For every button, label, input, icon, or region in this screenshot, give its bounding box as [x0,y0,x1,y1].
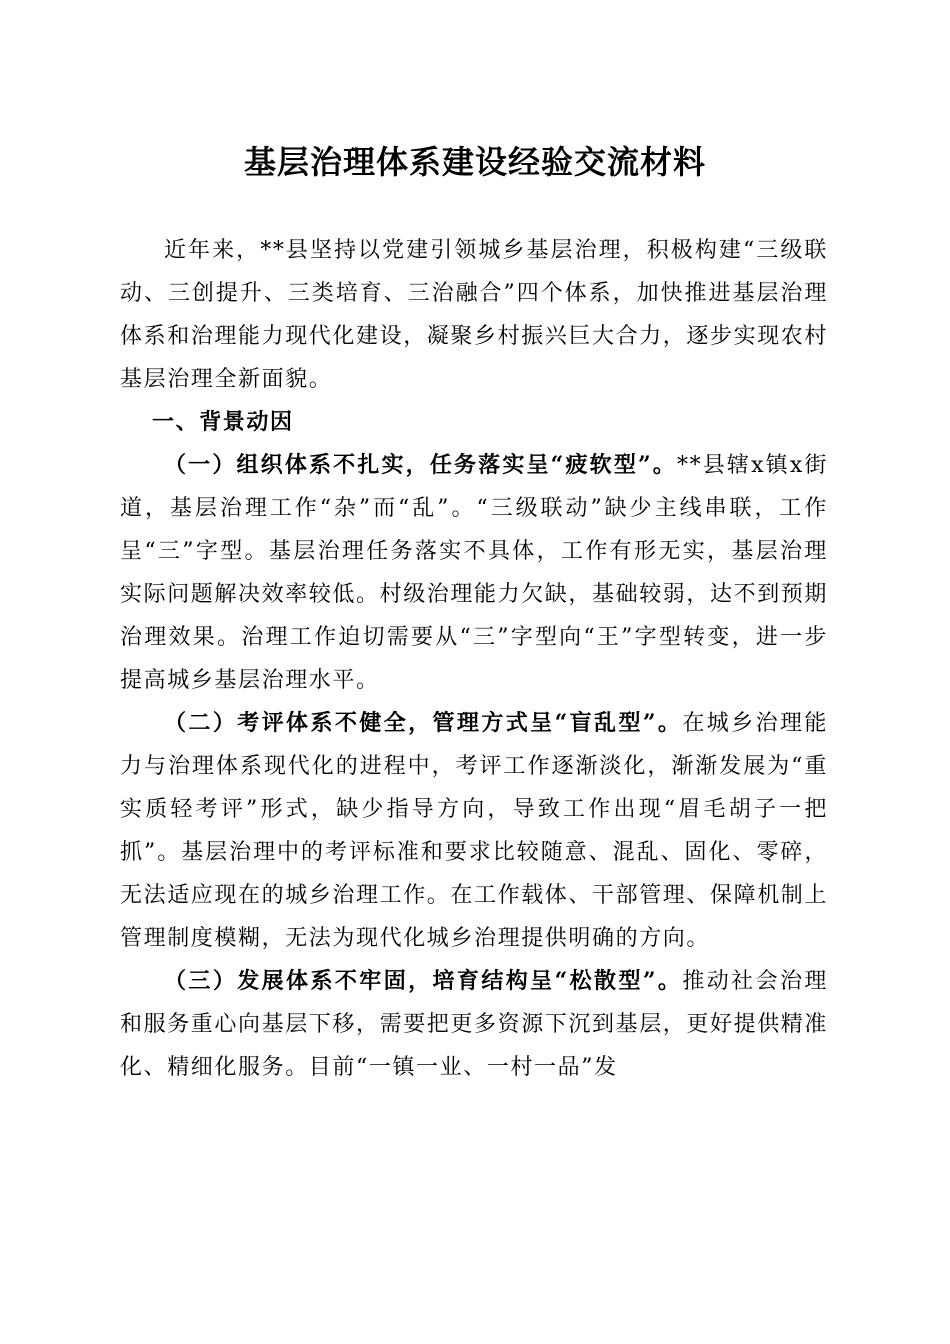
document-title: 基层治理体系建设经验交流材料 [243,143,706,181]
subsection-paragraph-1 [120,444,828,702]
subsection-lead-2: （二）考评体系不健全，管理方式呈“盲乱型”。 [164,710,683,736]
subsection-lead-1: （一）组织体系不扎实，任务落实呈“疲软型”。 [164,452,677,478]
section-heading-background: 一、背景动因 [152,410,294,435]
subsection-lead-3: （三）发展体系不牢固，培育结构呈“松散型”。 [164,968,683,994]
intro-paragraph: 近年来，**县坚持以党建引领城乡基层治理，积极构建“三级联动、三创提升、三类培育、三治融合”四个体系，加快推进基层治理体系和治理能力现代化建设，凝聚乡村振兴巨大合力，逐步实现农村基层治理全新面貌。 [120,238,829,392]
document-body [120,229,828,1089]
subsection-body-3: 推动社会治理和服务重心向基层下移，需要把更多资源下沉到基层，更好提供精准化、精细化服务。目前“一镇一业、一村一品”发 [120,969,829,1080]
subsection-paragraph-3 [120,960,828,1089]
subsection-body-1: **县辖x镇x街道，基层治理工作“杂”而“乱”。“三级联动”缺少主线串联，工作呈“三”字型。基层治理任务落实不具体，工作有形无实，基层治理实际问题解决效率较低。村级治理能力欠缺，基础较弱，达不到预期治理效果。治理工作迫切需要从“三”字型向“王”字型转变，进一步提高城乡基层治理水平。 [120,453,829,693]
subsection-body-2: 在城乡治理能力与治理体系现代化的进程中，考评工作逐渐淡化，渐渐发展为“重实质轻考评”形式，缺少指导方向，导致工作出现“眉毛胡子一把抓”。基层治理中的考评标准和要求比较随意、混乱、固化、零碎，无法适应现在的城乡治理工作。在工作载体、干部管理、保障机制上管理制度模糊，无法为现代化城乡治理提供明确的方向。 [120,711,829,951]
subsection-paragraph-2 [120,702,828,960]
